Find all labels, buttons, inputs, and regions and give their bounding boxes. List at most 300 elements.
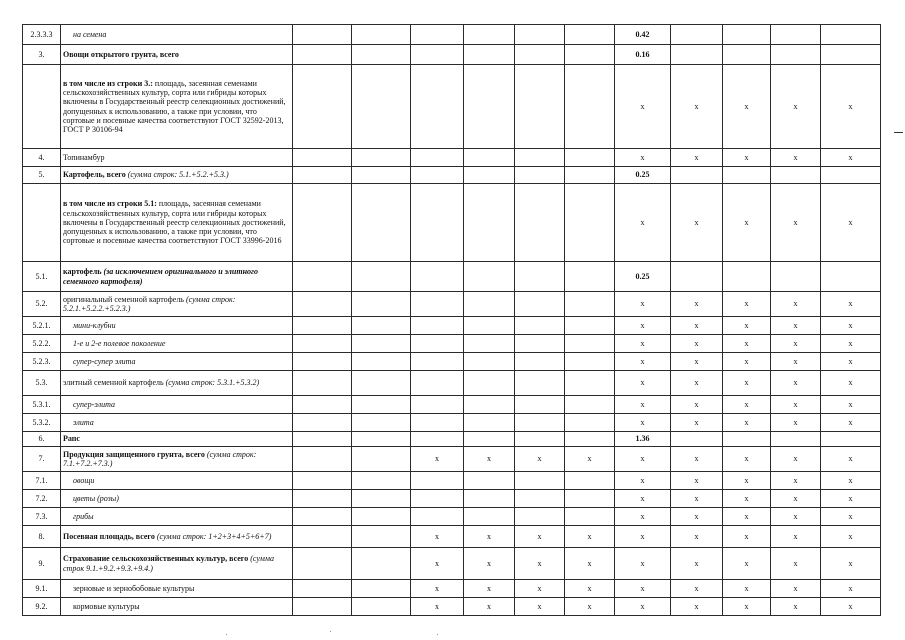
value-cell: x (671, 580, 723, 598)
row-title-text: элитный семенной картофель (63, 378, 164, 388)
value-cell: x (821, 371, 881, 396)
row-title (61, 149, 293, 167)
value-cell (411, 167, 464, 184)
value-cell: x (821, 414, 881, 432)
value-cell: x (723, 472, 771, 490)
value-cell: x (464, 526, 515, 548)
scan-speck (437, 634, 438, 635)
table-row (23, 548, 881, 580)
value-cell (771, 262, 821, 292)
table-row (23, 45, 881, 65)
value-cell: x (565, 548, 615, 580)
row-number (23, 65, 61, 149)
value-cell (293, 149, 352, 167)
row-number: 2.3.3.3 (23, 25, 61, 45)
value-cell (821, 262, 881, 292)
value-cell (411, 45, 464, 65)
table-body (23, 25, 881, 616)
value-cell (565, 167, 615, 184)
row-title (61, 262, 293, 292)
value-cell (515, 167, 565, 184)
value-cell (565, 396, 615, 414)
table-row (23, 25, 881, 45)
value-cell: x (671, 335, 723, 353)
value-cell: x (565, 447, 615, 472)
value-cell: x (821, 548, 881, 580)
value-cell: x (671, 371, 723, 396)
row-number (23, 184, 61, 262)
value-cell: x (723, 580, 771, 598)
value-cell: x (671, 508, 723, 526)
value-cell: x (771, 548, 821, 580)
value-cell (352, 65, 411, 149)
value-cell: x (771, 371, 821, 396)
row-title (61, 414, 293, 432)
value-cell (671, 45, 723, 65)
value-cell: x (821, 580, 881, 598)
value-cell (411, 184, 464, 262)
row-title-text: цветы (розы) (73, 493, 119, 503)
value-cell (464, 262, 515, 292)
value-cell (565, 472, 615, 490)
value-cell (352, 447, 411, 472)
value-cell (411, 317, 464, 335)
value-cell (723, 25, 771, 45)
value-cell (411, 414, 464, 432)
value-cell (464, 371, 515, 396)
row-title (61, 167, 293, 184)
value-cell (464, 396, 515, 414)
value-cell: x (821, 526, 881, 548)
value-cell (352, 396, 411, 414)
value-cell (565, 65, 615, 149)
row-number: 9.1. (23, 580, 61, 598)
value-cell (352, 317, 411, 335)
value-cell (352, 472, 411, 490)
value-cell: 0.42 (615, 25, 671, 45)
value-cell: x (411, 548, 464, 580)
value-cell: x (671, 548, 723, 580)
table-row (23, 292, 881, 317)
value-cell: x (771, 65, 821, 149)
value-cell: x (615, 317, 671, 335)
value-cell: x (515, 580, 565, 598)
value-cell (565, 371, 615, 396)
value-cell: x (671, 526, 723, 548)
row-number: 5.1. (23, 262, 61, 292)
value-cell (565, 353, 615, 371)
value-cell (821, 45, 881, 65)
value-cell (293, 490, 352, 508)
value-cell: x (615, 414, 671, 432)
value-cell (352, 508, 411, 526)
table-row (23, 472, 881, 490)
row-number: 9. (23, 548, 61, 580)
value-cell (464, 508, 515, 526)
value-cell (565, 490, 615, 508)
row-title-note: (сумма строк: 5.2.1.+5.2.2.+5.2.3.) (63, 294, 236, 313)
value-cell (464, 335, 515, 353)
value-cell (464, 490, 515, 508)
value-cell (464, 432, 515, 447)
table-row (23, 414, 881, 432)
row-title (61, 526, 293, 548)
table-row (23, 396, 881, 414)
value-cell (565, 184, 615, 262)
row-title (61, 353, 293, 371)
row-title (61, 317, 293, 335)
value-cell (515, 149, 565, 167)
value-cell (293, 598, 352, 616)
value-cell: x (464, 548, 515, 580)
value-cell: x (464, 598, 515, 616)
value-cell (821, 25, 881, 45)
value-cell (352, 25, 411, 45)
value-cell: x (723, 598, 771, 616)
value-cell (515, 414, 565, 432)
table-row (23, 335, 881, 353)
value-cell (464, 414, 515, 432)
value-cell: x (771, 414, 821, 432)
value-cell: x (771, 335, 821, 353)
row-title-text: на семена (73, 29, 107, 39)
row-number: 5.3.1. (23, 396, 61, 414)
value-cell (464, 292, 515, 317)
row-title-text: оригинальный семенной картофель (63, 294, 184, 304)
value-cell: x (464, 447, 515, 472)
value-cell (515, 292, 565, 317)
table-row (23, 167, 881, 184)
row-title (61, 65, 293, 149)
row-title-lead: Страхование сельскохозяйственных культур, всего (63, 554, 249, 564)
value-cell: x (723, 184, 771, 262)
value-cell: x (464, 580, 515, 598)
value-cell (411, 490, 464, 508)
value-cell: x (821, 317, 881, 335)
value-cell (293, 317, 352, 335)
row-title (61, 45, 293, 65)
value-cell: x (615, 396, 671, 414)
value-cell: x (771, 526, 821, 548)
row-title-text: элита (73, 417, 94, 427)
value-cell: x (615, 149, 671, 167)
value-cell (464, 167, 515, 184)
value-cell: x (723, 508, 771, 526)
row-title-text: 1-е и 2-е полевое поколение (73, 338, 166, 348)
value-cell (565, 508, 615, 526)
row-number: 6. (23, 432, 61, 447)
value-cell (671, 25, 723, 45)
value-cell (352, 45, 411, 65)
value-cell (565, 149, 615, 167)
value-cell: x (821, 447, 881, 472)
row-title-text: Овощи открытого грунта, всего (63, 49, 179, 59)
value-cell: x (723, 490, 771, 508)
row-title-text: площадь, засеянная семенами сельскохозяйственных культур, сорта или гибриды которых включены в Государственный реестр селекционных достижений, допущенных к использованию, а также при условии, что сортовые и посевные качества соответствуют ГОСТ 32592-2013, ГОСТ Р 30106-94 (63, 78, 286, 135)
value-cell (515, 45, 565, 65)
value-cell: x (615, 548, 671, 580)
value-cell: x (771, 396, 821, 414)
value-cell (352, 580, 411, 598)
row-title-text: супер-супер элита (73, 356, 136, 366)
row-title-text: Рапс (63, 434, 80, 444)
value-cell (565, 317, 615, 335)
value-cell (515, 335, 565, 353)
row-title (61, 548, 293, 580)
value-cell (293, 548, 352, 580)
value-cell (723, 45, 771, 65)
value-cell: x (771, 580, 821, 598)
value-cell (464, 317, 515, 335)
row-title-lead: Картофель, всего (63, 170, 126, 180)
value-cell (821, 167, 881, 184)
row-title-text: кормовые культуры (73, 601, 140, 611)
value-cell (464, 149, 515, 167)
table-row (23, 353, 881, 371)
table-row (23, 317, 881, 335)
value-cell (411, 25, 464, 45)
value-cell (293, 335, 352, 353)
value-cell: 0.25 (615, 167, 671, 184)
value-cell: x (723, 548, 771, 580)
value-cell (771, 45, 821, 65)
value-cell: x (615, 580, 671, 598)
value-cell: x (723, 371, 771, 396)
row-title-text: мини-клубни (73, 320, 116, 330)
value-cell: x (771, 490, 821, 508)
row-title (61, 292, 293, 317)
table-row (23, 598, 881, 616)
row-title (61, 580, 293, 598)
value-cell (352, 353, 411, 371)
value-cell: x (671, 598, 723, 616)
row-title-note: (сумма строк: 1+2+3+4+5+6+7) (154, 531, 272, 541)
value-cell (515, 396, 565, 414)
value-cell: x (615, 184, 671, 262)
row-number: 5.3.2. (23, 414, 61, 432)
value-cell (671, 167, 723, 184)
value-cell: x (515, 447, 565, 472)
value-cell (515, 25, 565, 45)
value-cell (411, 472, 464, 490)
value-cell (515, 432, 565, 447)
value-cell (723, 432, 771, 447)
row-number: 5.2.2. (23, 335, 61, 353)
value-cell: x (771, 598, 821, 616)
value-cell: x (771, 353, 821, 371)
row-title-text: супер-элита (73, 399, 115, 409)
row-number: 8. (23, 526, 61, 548)
value-cell (352, 149, 411, 167)
value-cell (293, 396, 352, 414)
row-number: 4. (23, 149, 61, 167)
value-cell: x (821, 472, 881, 490)
value-cell: x (671, 472, 723, 490)
value-cell: x (411, 447, 464, 472)
row-number: 7. (23, 447, 61, 472)
value-cell (515, 353, 565, 371)
value-cell: x (671, 292, 723, 317)
row-title (61, 25, 293, 45)
value-cell (293, 414, 352, 432)
value-cell: 0.25 (615, 262, 671, 292)
value-cell (352, 292, 411, 317)
value-cell (411, 396, 464, 414)
value-cell: x (565, 526, 615, 548)
value-cell (293, 432, 352, 447)
value-cell: x (723, 526, 771, 548)
row-title (61, 371, 293, 396)
value-cell (565, 292, 615, 317)
value-cell: x (821, 184, 881, 262)
value-cell: x (615, 447, 671, 472)
value-cell (464, 65, 515, 149)
value-cell: x (771, 472, 821, 490)
table-row (23, 526, 881, 548)
value-cell: x (723, 149, 771, 167)
row-title (61, 472, 293, 490)
value-cell (352, 548, 411, 580)
value-cell (411, 508, 464, 526)
table-row (23, 65, 881, 149)
value-cell (565, 432, 615, 447)
value-cell (352, 371, 411, 396)
value-cell (293, 447, 352, 472)
value-cell: x (671, 490, 723, 508)
row-title-text: Топинамбур (63, 152, 105, 162)
scan-speck (226, 634, 227, 635)
value-cell (411, 432, 464, 447)
value-cell: x (821, 65, 881, 149)
value-cell (352, 432, 411, 447)
value-cell (352, 490, 411, 508)
value-cell: x (723, 292, 771, 317)
value-cell: x (515, 526, 565, 548)
row-title-lead: Посевная площадь, всего (63, 531, 155, 541)
value-cell (515, 508, 565, 526)
value-cell (515, 317, 565, 335)
table-row (23, 508, 881, 526)
row-title (61, 490, 293, 508)
value-cell (515, 472, 565, 490)
value-cell: x (615, 292, 671, 317)
value-cell (771, 25, 821, 45)
value-cell: x (515, 548, 565, 580)
value-cell: x (411, 598, 464, 616)
value-cell (515, 184, 565, 262)
value-cell (293, 65, 352, 149)
value-cell (565, 45, 615, 65)
value-cell: 1.36 (615, 432, 671, 447)
value-cell (771, 167, 821, 184)
value-cell: x (771, 317, 821, 335)
value-cell: x (821, 335, 881, 353)
value-cell: x (565, 598, 615, 616)
value-cell: x (615, 490, 671, 508)
value-cell (293, 508, 352, 526)
value-cell (411, 262, 464, 292)
table-row (23, 371, 881, 396)
value-cell (771, 432, 821, 447)
value-cell (464, 472, 515, 490)
row-number: 5.2.1. (23, 317, 61, 335)
value-cell (293, 25, 352, 45)
value-cell (464, 184, 515, 262)
table-row (23, 580, 881, 598)
row-title (61, 508, 293, 526)
value-cell (293, 167, 352, 184)
value-cell: x (723, 396, 771, 414)
value-cell (411, 65, 464, 149)
value-cell (565, 335, 615, 353)
value-cell: x (723, 317, 771, 335)
row-title-note: (сумма строк: 7.1.+7.2.+7.3.) (63, 449, 257, 468)
table-row (23, 262, 881, 292)
value-cell: x (671, 65, 723, 149)
row-number: 7.3. (23, 508, 61, 526)
value-cell (352, 262, 411, 292)
value-cell (515, 65, 565, 149)
value-cell (671, 262, 723, 292)
row-title-note: (сумма строк: 5.3.1.+5.3.2) (163, 378, 260, 388)
value-cell: x (615, 526, 671, 548)
value-cell: x (821, 490, 881, 508)
value-cell: x (723, 353, 771, 371)
row-number: 5.2. (23, 292, 61, 317)
value-cell (293, 526, 352, 548)
row-number: 7.1. (23, 472, 61, 490)
value-cell: x (771, 292, 821, 317)
value-cell: x (771, 184, 821, 262)
value-cell (565, 262, 615, 292)
value-cell (723, 167, 771, 184)
row-title-text: грибы (73, 511, 94, 521)
value-cell: x (821, 396, 881, 414)
value-cell (352, 414, 411, 432)
row-number: 7.2. (23, 490, 61, 508)
value-cell: x (771, 149, 821, 167)
value-cell (293, 580, 352, 598)
value-cell: x (411, 526, 464, 548)
row-title-note: (за исключением оригинального и элитного семенного картофеля) (63, 267, 258, 286)
value-cell (565, 414, 615, 432)
value-cell: x (411, 580, 464, 598)
value-cell (515, 262, 565, 292)
value-cell: x (723, 414, 771, 432)
value-cell: x (671, 149, 723, 167)
row-number: 5. (23, 167, 61, 184)
value-cell: x (615, 335, 671, 353)
value-cell: x (821, 292, 881, 317)
value-cell: x (821, 598, 881, 616)
row-title-note: (сумма строк: 5.1.+5.2.+5.3.) (125, 170, 229, 180)
row-number: 5.3. (23, 371, 61, 396)
row-title-note: (сумма строк 9.1.+9.2.+9.3.+9.4.) (63, 554, 274, 573)
value-cell (464, 45, 515, 65)
value-cell (352, 598, 411, 616)
value-cell: x (515, 598, 565, 616)
table-row (23, 447, 881, 472)
value-cell: x (615, 472, 671, 490)
value-cell: 0.16 (615, 45, 671, 65)
margin-mark (894, 132, 903, 133)
row-title-lead: картофель (63, 267, 102, 277)
value-cell: x (723, 335, 771, 353)
table-row (23, 149, 881, 167)
value-cell (565, 25, 615, 45)
value-cell: x (565, 580, 615, 598)
table-row (23, 184, 881, 262)
